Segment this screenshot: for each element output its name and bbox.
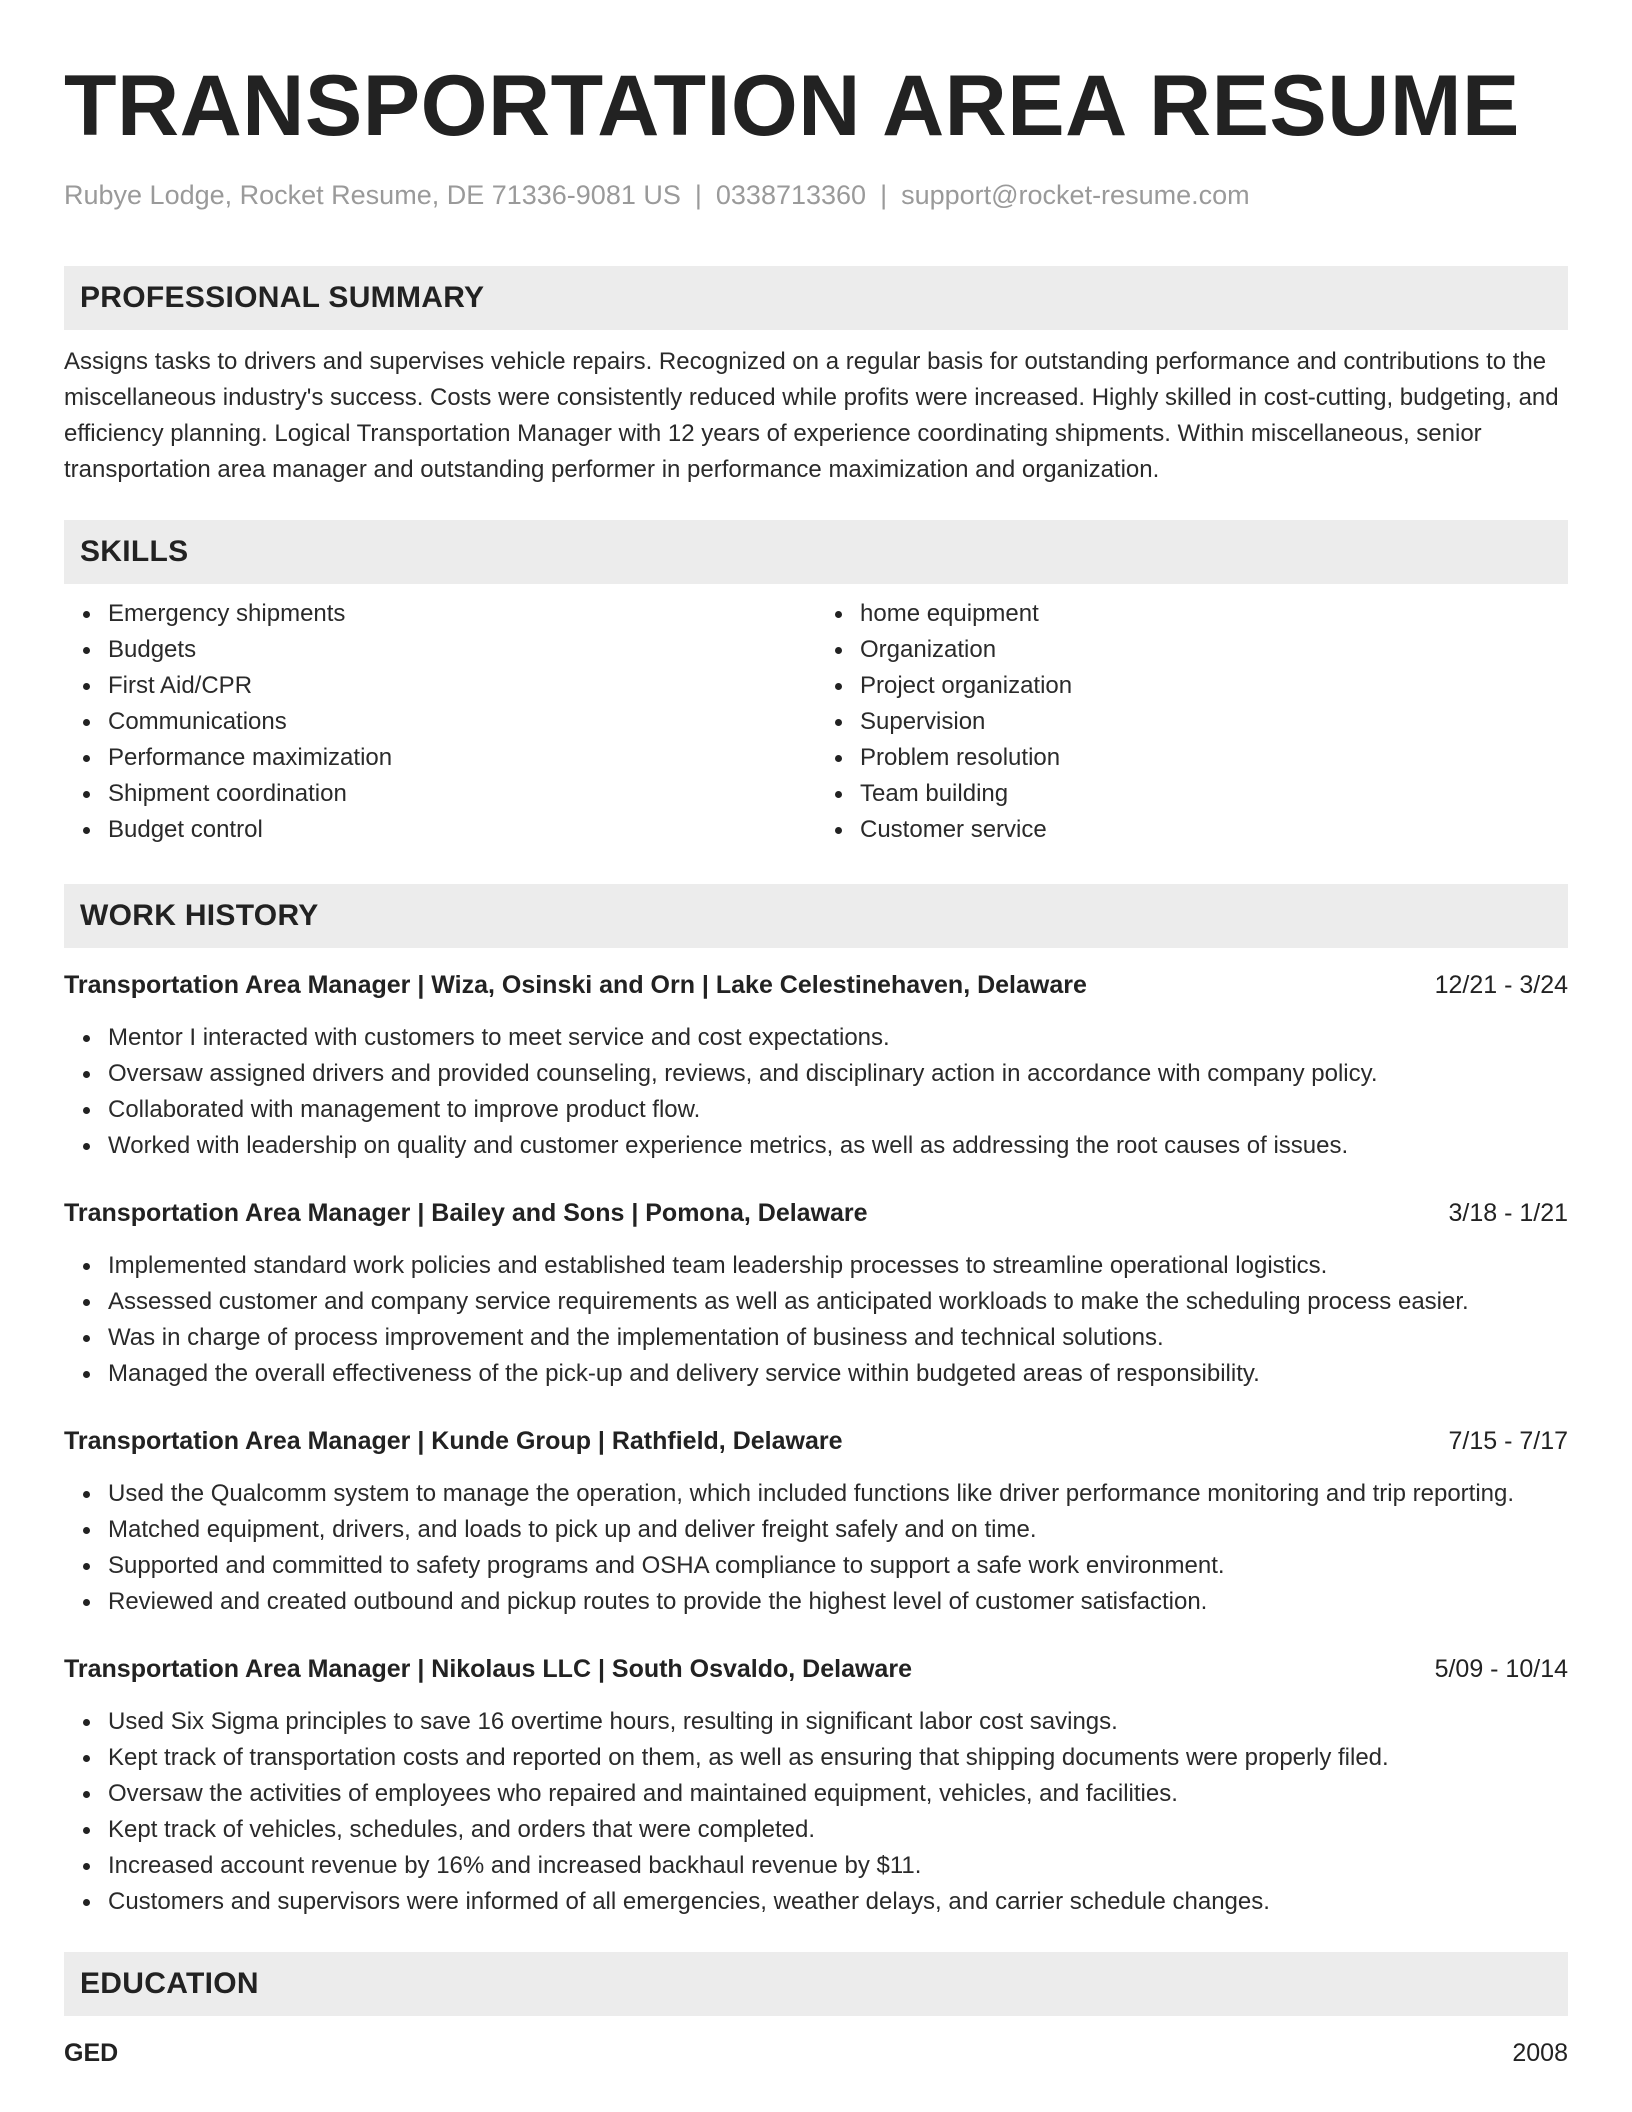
- education-degree: GED: [64, 2039, 119, 2067]
- list-item: Used Six Sigma principles to save 16 overtime hours, resulting in significant labor cost savings.: [108, 1704, 1568, 1740]
- job-bullets: [64, 1476, 1568, 1620]
- list-item: Increased account revenue by 16% and increased backhaul revenue by $11.: [108, 1848, 1568, 1884]
- list-item: Kept track of transportation costs and reported on them, as well as ensuring that shipping documents were properly filed.: [108, 1740, 1568, 1776]
- summary-heading: PROFESSIONAL SUMMARY: [64, 266, 1568, 330]
- job-header: [64, 1652, 1568, 1686]
- list-item: Supported and committed to safety programs and OSHA compliance to support a safe work environment.: [108, 1548, 1568, 1584]
- skills-heading: SKILLS: [64, 520, 1568, 584]
- list-item: Oversaw assigned drivers and provided counseling, reviews, and disciplinary action in accordance with company policy.: [108, 1056, 1568, 1092]
- job-entry: [64, 968, 1568, 1164]
- job-entry: [64, 1424, 1568, 1620]
- list-item: Team building: [860, 776, 1568, 812]
- contact-separator: |: [694, 180, 702, 210]
- education-heading: EDUCATION: [64, 1952, 1568, 2016]
- list-item: Budgets: [108, 632, 816, 668]
- job-header: [64, 1196, 1568, 1230]
- list-item: Shipment coordination: [108, 776, 816, 812]
- list-item: Budget control: [108, 812, 816, 848]
- job-dates: 12/21 - 3/24: [1434, 971, 1568, 999]
- list-item: Project organization: [860, 668, 1568, 704]
- job-header: [64, 1424, 1568, 1458]
- education-year: 2008: [1512, 2039, 1568, 2067]
- skills-column-left: [64, 596, 816, 848]
- list-item: Customer service: [860, 812, 1568, 848]
- job-title: Transportation Area Manager | Nikolaus LLC | South Osvaldo, Delaware: [64, 1655, 912, 1683]
- list-item: Was in charge of process improvement and the implementation of business and technical solutions.: [108, 1320, 1568, 1356]
- work-history-list: [64, 968, 1568, 1920]
- job-bullets: [64, 1248, 1568, 1392]
- list-item: Worked with leadership on quality and customer experience metrics, as well as addressing the root causes of issues.: [108, 1128, 1568, 1164]
- job-entry: [64, 1196, 1568, 1392]
- education-entry: [64, 2036, 1568, 2070]
- list-item: Customers and supervisors were informed of all emergencies, weather delays, and carrier schedule changes.: [108, 1884, 1568, 1920]
- skills-column-right: [816, 596, 1568, 848]
- list-item: Communications: [108, 704, 816, 740]
- list-item: Managed the overall effectiveness of the pick-up and delivery service within budgeted areas of responsibility.: [108, 1356, 1568, 1392]
- list-item: Implemented standard work policies and established team leadership processes to streamline operational logistics.: [108, 1248, 1568, 1284]
- list-item: Reviewed and created outbound and pickup routes to provide the highest level of customer satisfaction.: [108, 1584, 1568, 1620]
- contact-separator: |: [880, 180, 888, 210]
- list-item: Organization: [860, 632, 1568, 668]
- list-item: Assessed customer and company service requirements as well as anticipated workloads to make the scheduling process easier.: [108, 1284, 1568, 1320]
- skills-grid: [64, 596, 1568, 848]
- resume-title: TRANSPORTATION AREA RESUME: [64, 58, 1520, 154]
- list-item: Kept track of vehicles, schedules, and orders that were completed.: [108, 1812, 1568, 1848]
- list-item: Used the Qualcomm system to manage the operation, which included functions like driver performance monitoring and trip reporting.: [108, 1476, 1568, 1512]
- work-history-heading: WORK HISTORY: [64, 884, 1568, 948]
- list-item: Collaborated with management to improve product flow.: [108, 1092, 1568, 1128]
- contact-email: support@rocket-resume.com: [901, 180, 1250, 210]
- list-item: Problem resolution: [860, 740, 1568, 776]
- job-bullets: [64, 1704, 1568, 1920]
- contact-line: [64, 178, 1568, 212]
- list-item: Oversaw the activities of employees who repaired and maintained equipment, vehicles, and facilities.: [108, 1776, 1568, 1812]
- job-dates: 5/09 - 10/14: [1434, 1655, 1568, 1683]
- list-item: Matched equipment, drivers, and loads to pick up and deliver freight safely and on time.: [108, 1512, 1568, 1548]
- list-item: Performance maximization: [108, 740, 816, 776]
- contact-address: Rubye Lodge, Rocket Resume, DE 71336-9081 US: [64, 180, 681, 210]
- job-title: Transportation Area Manager | Bailey and Sons | Pomona, Delaware: [64, 1199, 868, 1227]
- job-header: [64, 968, 1568, 1002]
- list-item: First Aid/CPR: [108, 668, 816, 704]
- contact-phone: 0338713360: [715, 180, 867, 210]
- summary-text: Assigns tasks to drivers and supervises vehicle repairs. Recognized on a regular basis for outstanding performance and contributions to the miscellaneous industry's success. Costs were consistently reduced while profits were increased. Highly skilled in cost-cutting, budgeting, and efficiency planning. Logical Transportation Manager with 12 years of experience coordinating shipments. Within miscellaneous, senior transportation area manager and outstanding performer in performance maximization and organization.: [64, 348, 1559, 483]
- list-item: home equipment: [860, 596, 1568, 632]
- job-title: Transportation Area Manager | Wiza, Osinski and Orn | Lake Celestinehaven, Delaware: [64, 971, 1087, 999]
- job-dates: 3/18 - 1/21: [1448, 1199, 1568, 1227]
- job-entry: [64, 1652, 1568, 1920]
- list-item: Emergency shipments: [108, 596, 816, 632]
- job-title: Transportation Area Manager | Kunde Group | Rathfield, Delaware: [64, 1427, 843, 1455]
- job-bullets: [64, 1020, 1568, 1164]
- list-item: Mentor I interacted with customers to meet service and cost expectations.: [108, 1020, 1568, 1056]
- job-dates: 7/15 - 7/17: [1448, 1427, 1568, 1455]
- list-item: Supervision: [860, 704, 1568, 740]
